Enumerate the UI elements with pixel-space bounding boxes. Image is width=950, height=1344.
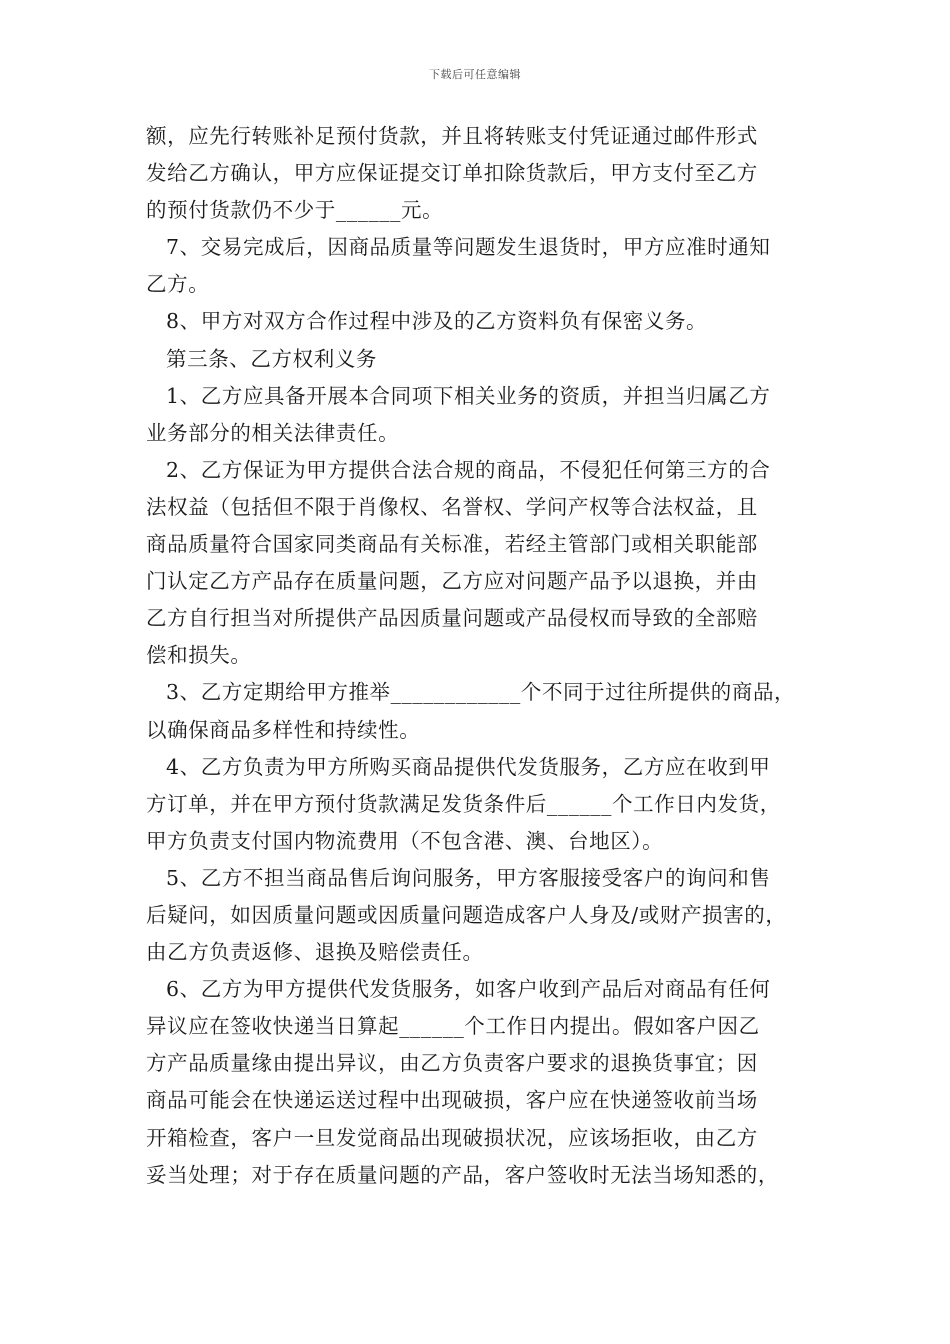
- text-line: 门认定乙方产品存在质量问题，乙方应对问题产品予以退换，并由: [146, 569, 758, 594]
- text-line: 妥当处理；对于存在质量问题的产品，客户签收时无法当场知悉的，: [146, 1162, 779, 1187]
- text-line: 业务部分的相关法律责任。: [146, 420, 400, 445]
- document-body: [146, 118, 818, 1194]
- clause-5-start: 5、乙方不担当商品售后询问服务，甲方客服接受客户的询问和售: [166, 865, 771, 890]
- text-line: 后疑问，如因质量问题或因质量问题造成客户人身及/或财产损害的，: [146, 902, 787, 927]
- text-line: 额，应先行转账补足预付货款，并且将转账支付凭证通过邮件形式: [146, 124, 758, 148]
- clause-4-start: 4、乙方负责为甲方所购买商品提供代发货服务，乙方应在收到甲: [166, 754, 771, 779]
- text-line: 开箱检查，客户一旦发觉商品出现破损状况，应该场拒收，由乙方: [146, 1125, 758, 1150]
- text-line: 商品质量符合国家同类商品有关标准，若经主管部门或相关职能部: [146, 532, 758, 557]
- text-line: 发给乙方确认，甲方应保证提交订单扣除货款后，甲方支付至乙方: [146, 161, 758, 186]
- text-line: 偿和损失。: [146, 643, 252, 668]
- text-line: 的预付货款仍不少于______元。: [146, 198, 444, 223]
- text-line: 法权益（包括但不限于肖像权、名誉权、学问产权等合法权益，且: [146, 494, 758, 519]
- clause-8: 8、甲方对双方合作过程中涉及的乙方资料负有保密义务。: [166, 309, 708, 334]
- text-line: 异议应在签收快递当日算起______个工作日内提出。假如客户因乙: [146, 1014, 760, 1039]
- text-line: 以确保商品多样性和持续性。: [146, 717, 421, 742]
- page-header: 下载后可任意编辑: [429, 68, 521, 81]
- clause-1-start: 1、乙方应具备开展本合同项下相关业务的资质，并担当归属乙方: [166, 383, 771, 408]
- clause-2-start: 2、乙方保证为甲方提供合法合规的商品，不侵犯任何第三方的合: [166, 457, 771, 482]
- text-line: 由乙方负责返修、退换及赔偿责任。: [146, 940, 484, 965]
- text-line: 乙方。: [146, 272, 210, 297]
- text-line: 商品可能会在快递运送过程中出现破损，客户应在快递签收前当场: [146, 1088, 758, 1113]
- text-line: 方产品质量缘由提出异议，由乙方负责客户要求的退换货事宜；因: [146, 1051, 758, 1076]
- text-line: 甲方负责支付国内物流费用（不包含港、澳、台地区）。: [146, 828, 664, 853]
- clause-3-start: 3、乙方定期给甲方推举____________个不同于过往所提供的商品，: [166, 680, 796, 705]
- section-heading: 第三条、乙方权利义务: [166, 346, 377, 371]
- clause-7-start: 7、交易完成后，因商品质量等问题发生退货时，甲方应准时通知: [166, 235, 771, 260]
- text-line: 方订单，并在甲方预付货款满足发货条件后______个工作日内发货，: [146, 791, 781, 816]
- text-line: 乙方自行担当对所提供产品因质量问题或产品侵权而导致的全部赔: [146, 606, 758, 631]
- clause-6-start: 6、乙方为甲方提供代发货服务，如客户收到产品后对商品有任何: [166, 977, 771, 1002]
